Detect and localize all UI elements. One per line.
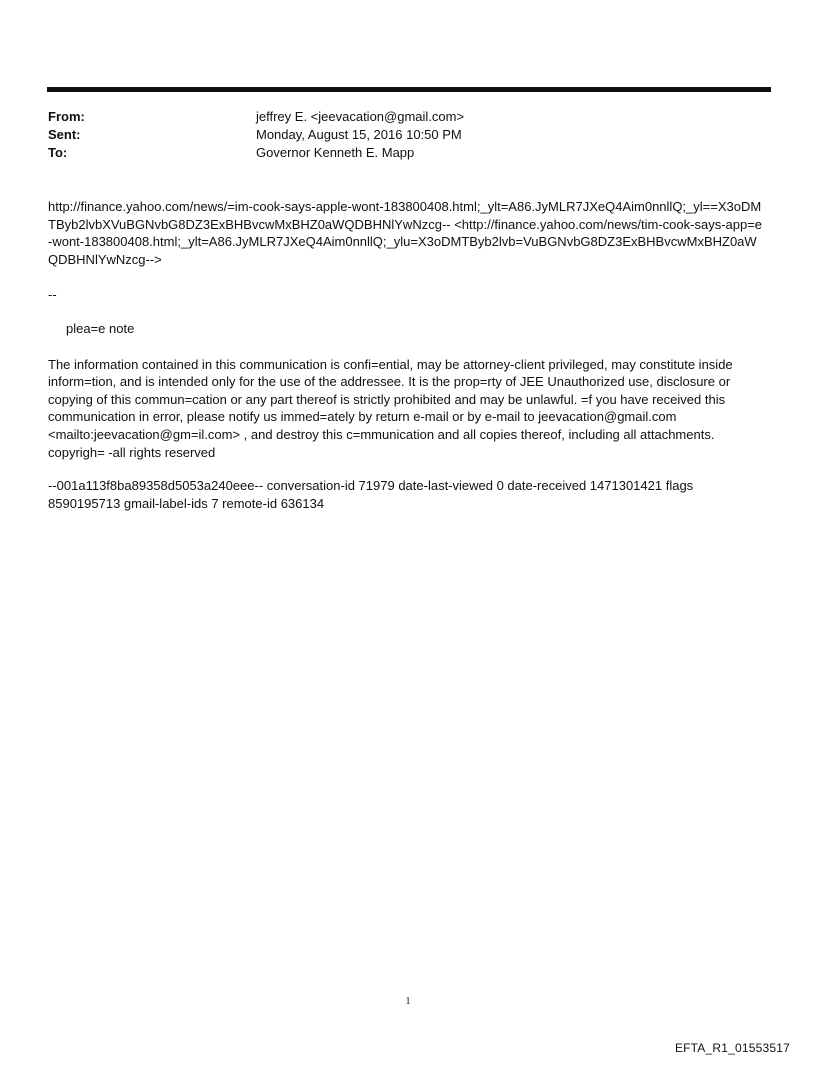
sent-value: Monday, August 15, 2016 10:50 PM [256,127,462,142]
from-value: jeffrey E. <jeevacation@gmail.com> [256,109,465,124]
to-row [48,144,768,162]
message-metadata: --001a113f8ba89358d5053a240eee-- conversation-id 71979 date-last-viewed 0 date-received 1471301421 flags 8590195713 gmail-label-ids 7 remote-id 636134 [48,478,694,511]
to-label: To: [48,145,68,160]
page-number: 1 [405,996,411,1007]
from-row [48,108,768,126]
signature-separator: -- [48,287,57,303]
from-label: From: [48,109,85,124]
email-body [48,198,766,512]
sent-row [48,126,768,144]
bates-number: EFTA_R1_01553517 [674,1041,790,1055]
disclaimer-paragraph: The information contained in this communication is confi=ential, may be attorney-client privileged, may constitute inside inform=tion, and is intended only for the use of the addressee. It is the prop=rty of JEE Unauthorized use, disclosure or copying of this commun=cation or any part thereof is strictly prohibited and may be unlawful. =f you have received this communication in error, please notify us immed=ately by return e-mail or by e-mail to jeevacation@gmail.com <mailto:jeevacation@gm=il.com> , and destroy this c=mmunication and all copies thereof, including all attachments. copyrigh= -all rights reserved [48,356,733,460]
header-rule [47,87,771,92]
to-value: Governor Kenneth E. Mapp [256,145,415,160]
sent-label: Sent: [48,127,81,142]
url-block: http://finance.yahoo.com/news/=im-cook-says-apple-wont-183800408.html;_ylt=A86.JyMLR7JXeQ4Aim0nnllQ;_yl==X3oDMTByb2lvbXVuBGNvbG8DZ3ExBHBvcwMxBHZ0aWQDBHNlYwNzcg-- <http://finance.yahoo.com/news/tim-cook-says-app=e-wont-183800408.html;_ylt=A86.JyMLR7JXeQ4Aim0nnllQ;_ylu=X3oDMTByb2lvb=VuBGNvbG8DZ3ExBHBvcwMxBHZ0aWQDBHNlYwNzcg--> [48,199,763,267]
email-header [48,108,768,162]
note-line: plea=e note [66,320,135,336]
